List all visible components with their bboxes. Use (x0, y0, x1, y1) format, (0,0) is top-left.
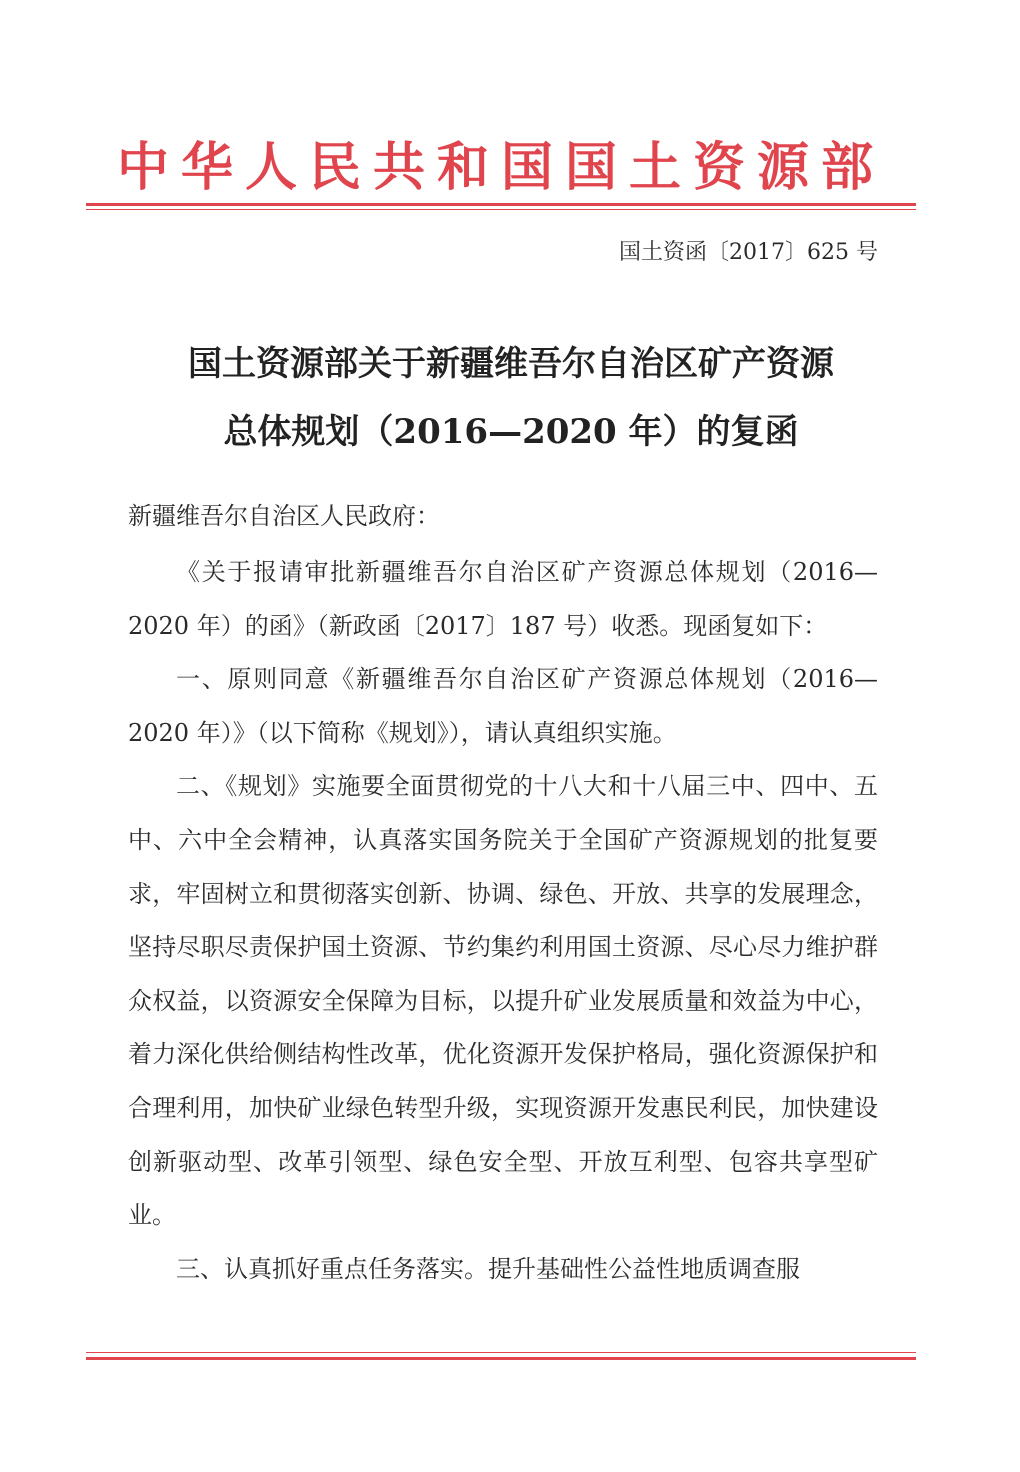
body-text (128, 546, 878, 1296)
header-red-rule-top (86, 203, 916, 206)
document-title-line2: 总体规划（2016—2020 年）的复函 (223, 412, 799, 452)
document-number: 国土资函〔2017〕625 号 (619, 240, 878, 265)
agency-masthead: 中华人民共和国国土资源部 (116, 137, 885, 198)
document-title-line1: 国土资源部关于新疆维吾尔自治区矿产资源 (188, 344, 834, 384)
paragraph-1: 《关于报请审批新疆维吾尔自治区矿产资源总体规划（2016—2020 年）的函》（新政函〔2017〕187 号）收悉。现函复如下： (128, 558, 878, 640)
paragraph-2: 一、原则同意《新疆维吾尔自治区矿产资源总体规划（2016—2020 年）》（以下简称《规划》），请认真组织实施。 (128, 665, 878, 747)
addressee: 新疆维吾尔自治区人民政府： (128, 502, 440, 530)
footer-red-rule-top (86, 1352, 916, 1353)
header-red-rule-bottom (86, 209, 916, 210)
paragraph-4: 三、认真抓好重点任务落实。提升基础性公益性地质调查服 (176, 1254, 800, 1283)
paragraph-3: 二、《规划》实施要全面贯彻党的十八大和十八届三中、四中、五中、六中全会精神，认真落实国务院关于全国矿产资源规划的批复要求，牢固树立和贯彻落实创新、协调、绿色、开放、共享的发展理念，坚持尽职尽责保护国土资源、节约集约利用国土资源、尽心尽力维护群众权益，以资源安全保障为目标，以提升矿业发展质量和效益为中心，着力深化供给侧结构性改革，优化资源开发保护格局，强化资源保护和合理利用，加快矿业绿色转型升级，实现资源开发惠民利民，加快建设创新驱动型、改革引领型、绿色安全型、开放互利型、包容共享型矿业。 (128, 772, 878, 1230)
footer-red-rule-bottom (86, 1357, 916, 1360)
